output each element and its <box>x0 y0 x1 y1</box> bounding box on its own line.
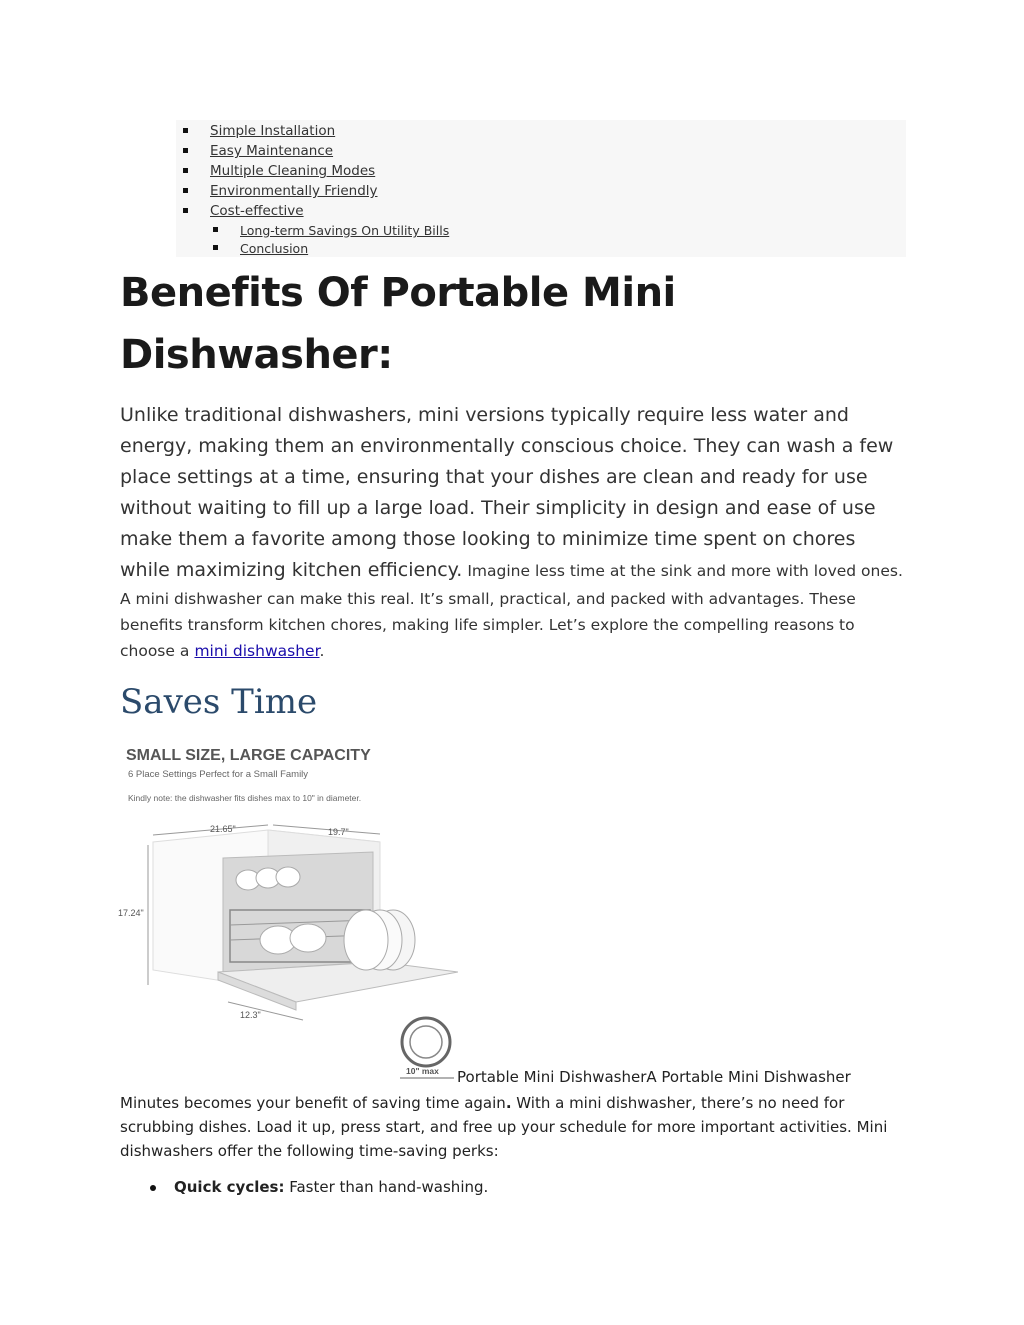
toc-link-conclusion[interactable]: Conclusion <box>240 241 309 256</box>
intro-large-text: Unlike traditional dishwashers, mini versions typically require less water and energy, making them an environmentally conscious choice. They can wash a few place settings at a time, ensuring that your dishes are clean and ready for use without waiting to fill up a large load. Their simplicity in design and ease of use make them a favorite among those looking to minimize time spent on chores while maximizing kitchen efficiency. <box>120 404 894 581</box>
bullet-square-icon <box>213 245 218 250</box>
toc-link-easy-maintenance[interactable]: Easy Maintenance <box>210 143 334 159</box>
toc-link-simple-installation[interactable]: Simple Installation <box>210 123 336 139</box>
intro-small-text: Imagine less time at the sink and more with loved ones. A mini dishwasher can make this real. It’s small, practical, and packed with advantages. These benefits transform kitchen chores, making life simpler. Let’s explore the compelling reasons to choose a <box>120 562 903 660</box>
body-lead-period: . <box>505 1094 512 1112</box>
page-title: Benefits Of Portable Mini Dishwasher: <box>120 270 676 378</box>
bullet-square-icon <box>183 208 188 213</box>
dim-width-label: 21.65" <box>210 824 236 834</box>
intro-paragraph <box>120 400 910 664</box>
body-paragraph <box>120 1091 910 1163</box>
body-rest: With a mini dishwasher, there’s no need for scrubbing dishes. Load it up, press start, and free up your schedule for more important activities. Mini dishwashers offer the following time-saving perks: <box>120 1094 888 1160</box>
bullet-square-icon <box>183 148 188 153</box>
toc-link-long-term-savings[interactable]: Long-term Savings On Utility Bills <box>240 223 450 238</box>
dim-depth-label: 19.7" <box>328 827 349 837</box>
toc-link-multiple-cleaning-modes[interactable]: Multiple Cleaning Modes <box>210 163 376 179</box>
image-note: Kindly note: the dishwasher fits dishes max to 10" in diameter. <box>128 793 362 803</box>
list-item <box>150 1178 488 1196</box>
perk-text: Faster than hand-washing. <box>284 1178 489 1196</box>
dim-door-label: 12.3" <box>240 1010 261 1020</box>
mini-dishwasher-link[interactable]: mini dishwasher <box>194 642 320 660</box>
product-image <box>118 740 458 1086</box>
dim-max-label: 10" max <box>406 1066 439 1076</box>
section-heading-saves-time: Saves Time <box>120 682 318 722</box>
bullet-square-icon <box>213 227 218 232</box>
dishwasher-illustration <box>118 740 458 1086</box>
toc-link-cost-effective[interactable]: Cost-effective <box>210 203 304 219</box>
bullet-dot-icon <box>150 1185 156 1191</box>
image-subline: 6 Place Settings Perfect for a Small Family <box>128 769 309 780</box>
bullet-square-icon <box>183 188 188 193</box>
image-caption: Portable Mini DishwasherA Portable Mini Dishwasher <box>457 1068 851 1086</box>
perk-label: Quick cycles: <box>174 1178 285 1196</box>
toc-link-environmentally-friendly[interactable]: Environmentally Friendly <box>210 183 378 199</box>
intro-period: . <box>319 642 325 660</box>
bullet-square-icon <box>183 168 188 173</box>
image-headline: SMALL SIZE, LARGE CAPACITY <box>126 747 371 764</box>
table-of-contents <box>176 120 906 257</box>
dim-height-label: 17.24" <box>118 908 144 918</box>
body-lead: Minutes becomes your benefit of saving time again <box>120 1094 506 1112</box>
bullet-square-icon <box>183 128 188 133</box>
